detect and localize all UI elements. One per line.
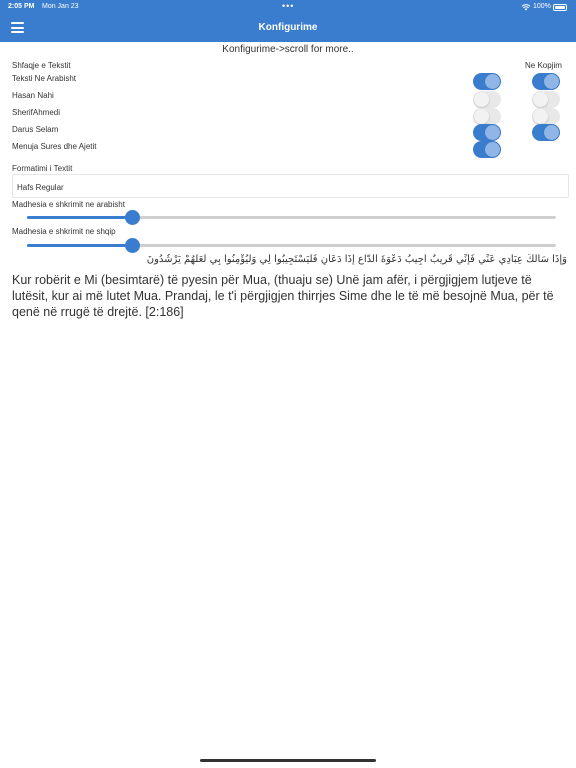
option-label-sure-menu: Menuja Sures dhe Ajetit [12, 142, 97, 151]
arabic-size-label: Madhesia e shkrimit ne arabisht [12, 200, 125, 209]
display-section-heading: Shfaqje e Tekstit [12, 61, 71, 70]
toggle-display-sure-menu[interactable] [473, 141, 501, 158]
option-label-darus-selam: Darus Selam [12, 125, 59, 134]
toggle-copy-arabic-text[interactable] [532, 73, 560, 90]
option-label-arabic-text: Teksti Ne Arabisht [12, 74, 77, 83]
toggle-copy-hasan-nahi[interactable] [532, 91, 560, 108]
albanian-size-slider-thumb[interactable] [125, 238, 140, 253]
format-label: Formatimi i Textit [12, 164, 73, 173]
wifi-icon [521, 3, 531, 11]
albanian-size-slider-fill [27, 244, 133, 247]
albanian-size-label: Madhesia e shkrimit ne shqip [12, 227, 116, 236]
text-format-select[interactable]: Hafs Regular [12, 174, 569, 198]
scroll-hint: Konfigurime->scroll for more.. [222, 44, 354, 55]
toggle-display-sherif-ahmedi[interactable] [473, 108, 501, 125]
translation-preview: Kur robërit e Mi (besimtarë) të pyesin për Mua, (thuaju se) Unë jam afër, i përgjigjem lutjeve të lutësit, kur ai më lutet Mua. Prandaj, le t'i përgjigjen thirrjes Sime dhe le të më besojnë Mua, për të qenë në rrugë të drejtë. [2:186] [12, 273, 554, 319]
nav-bar [0, 14, 576, 42]
battery-percent: 100% [533, 3, 551, 10]
toggle-display-hasan-nahi[interactable] [473, 91, 501, 108]
status-date: Mon Jan 23 [42, 3, 79, 10]
option-label-sherif-ahmedi: SherifAhmedi [12, 108, 61, 117]
albanian-size-slider[interactable] [27, 244, 556, 247]
multitasking-dots[interactable]: ••• [282, 1, 295, 11]
copy-column-heading: Ne Kopjim [525, 61, 562, 70]
toggle-copy-sherif-ahmedi[interactable] [532, 108, 560, 125]
toggle-copy-darus-selam[interactable] [532, 124, 560, 141]
arabic-size-slider[interactable] [27, 216, 556, 219]
status-time: 2:05 PM [8, 3, 35, 10]
home-indicator[interactable] [200, 759, 376, 762]
arabic-size-slider-thumb[interactable] [125, 210, 140, 225]
option-label-hasan-nahi: Hasan Nahi [12, 91, 54, 100]
arabic-size-slider-fill [27, 216, 133, 219]
page-title: Konfigurime [258, 22, 318, 33]
toggle-display-arabic-text[interactable] [473, 73, 501, 90]
battery-icon [553, 4, 567, 11]
arabic-verse-preview: وَإِذَا سَأَلَكَ عِبَادِي عَنِّي فَإِنِّي قَرِيبٌ أُجِيبُ دَعْوَةَ الدَّاعِ إِذَا دَعَانِ فَلْيَسْتَجِيبُوا لِي وَلْيُؤْمِنُوا بِي لَعَلَّهُمْ يَرْشُدُونَ [146, 254, 567, 265]
status-bar [0, 0, 576, 14]
toggle-display-darus-selam[interactable] [473, 124, 501, 141]
